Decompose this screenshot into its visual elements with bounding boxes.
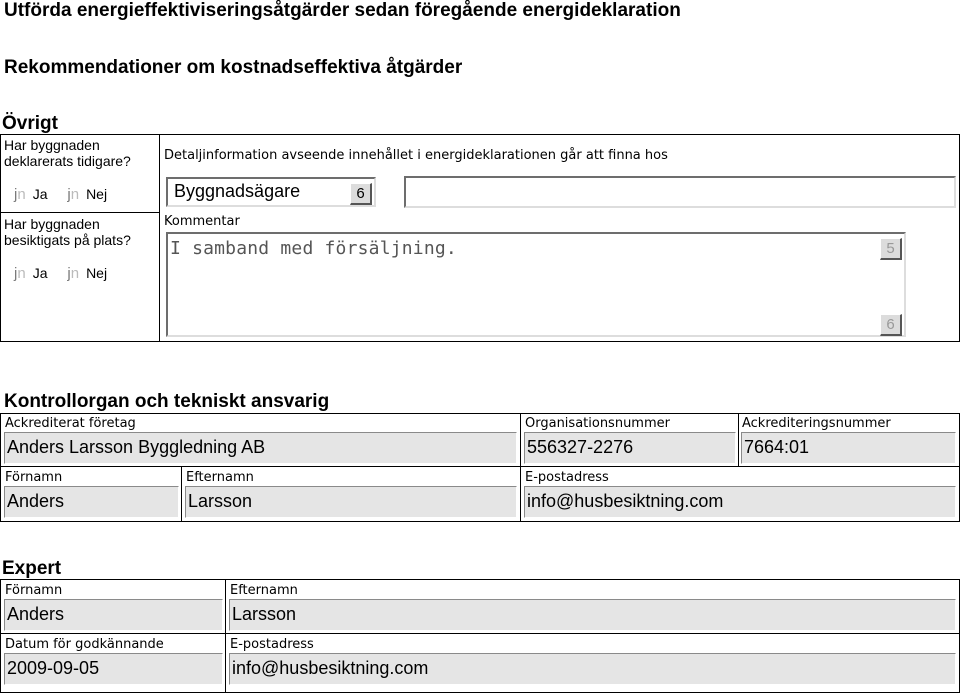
detaljinformation-select[interactable]	[166, 177, 376, 207]
ackrediteringsnummer-label: Ackrediteringsnummer	[742, 416, 891, 431]
heading-rekommendationer: Rekommendationer om kostnadseffektiva åtgärder	[4, 57, 463, 78]
expert-epost-value: info@husbesiktning.com	[232, 658, 429, 678]
radio-ja-besiktigats[interactable]: jn Ja	[14, 265, 48, 282]
expert-efternamn-label: Efternamn	[230, 583, 298, 598]
ackrediteringsnummer-value: 7664:01	[744, 437, 810, 457]
expert-epost-label: E-postadress	[230, 637, 314, 652]
expert-col-divider	[225, 579, 226, 693]
scroll-down-button[interactable]	[880, 314, 902, 336]
select-value: Byggnadsägare	[174, 181, 301, 201]
radio-label-nej: Nej	[86, 186, 108, 202]
radio-group-deklarerats	[14, 186, 107, 203]
ovrigt-question-divider	[0, 212, 160, 213]
ackrediteringsnummer-field	[741, 432, 956, 464]
question-besiktigats: Har byggnaden besiktigats på plats?	[4, 216, 131, 248]
ackrediterat-foretag-label: Ackrediterat företag	[5, 416, 136, 431]
expert-datum-value: 2009-09-05	[7, 658, 100, 678]
chevron-up-icon: 5	[886, 240, 895, 257]
radio-group-besiktigats	[14, 265, 107, 282]
heading-kontrollorgan: Kontrollorgan och tekniskt ansvarig	[4, 391, 330, 412]
radio-nej-besiktigats[interactable]: jn Nej	[67, 265, 108, 282]
organisationsnummer-value: 556327-2276	[527, 437, 634, 457]
kontroll-fornamn-value: Anders	[7, 491, 65, 511]
heading-utforda-atgarder: Utförda energieffektiviseringsåtgärder sedan föregående energideklaration	[4, 0, 681, 21]
expert-datum-field	[4, 653, 223, 685]
organisationsnummer-field	[524, 432, 736, 464]
kontroll-fornamn-field	[4, 486, 179, 518]
heading-expert: Expert	[2, 558, 62, 579]
kontroll-epost-label: E-postadress	[525, 470, 609, 485]
kontroll-efternamn-value: Larsson	[188, 491, 253, 511]
kontrollorgan-col-divider-1	[520, 413, 521, 522]
expert-datum-label: Datum för godkännande	[5, 637, 164, 652]
ovrigt-divider	[159, 134, 160, 342]
kommentar-label: Kommentar	[164, 214, 240, 229]
kontrollorgan-col-divider-3	[181, 466, 182, 522]
radio-label-ja: Ja	[32, 265, 48, 281]
kommentar-value: I samband med försäljning.	[170, 238, 457, 259]
kontroll-efternamn-label: Efternamn	[186, 470, 254, 485]
kontroll-epost-value: info@husbesiktning.com	[527, 491, 724, 511]
scroll-up-button[interactable]	[880, 238, 902, 260]
heading-ovrigt: Övrigt	[2, 113, 58, 134]
detaljinformation-label: Detaljinformation avseende innehållet i energideklarationen går att finna hos	[164, 148, 668, 163]
expert-fornamn-value: Anders	[7, 604, 65, 624]
expert-fornamn-field	[4, 599, 223, 631]
expert-fornamn-label: Förnamn	[5, 583, 63, 598]
ackrediterat-foretag-field	[4, 432, 517, 464]
chevron-down-icon: 6	[356, 185, 365, 202]
radio-ja-deklarerats[interactable]: jn Ja	[14, 186, 48, 203]
chevron-down-icon: 6	[886, 316, 895, 333]
kontroll-efternamn-field	[185, 486, 517, 518]
organisationsnummer-label: Organisationsnummer	[525, 416, 670, 431]
expert-efternamn-value: Larsson	[232, 604, 297, 624]
question-deklarerats-tidigare: Har byggnaden deklarerats tidigare?	[4, 137, 131, 169]
radio-nej-deklarerats[interactable]: jn Nej	[67, 186, 108, 203]
expert-row-divider	[0, 633, 960, 634]
kontroll-fornamn-label: Förnamn	[5, 470, 63, 485]
expert-epost-field	[229, 653, 956, 685]
kontroll-epost-field	[524, 486, 956, 518]
kontrollorgan-col-divider-2	[738, 413, 739, 467]
dropdown-button[interactable]	[350, 183, 372, 205]
kontrollorgan-row-divider	[0, 466, 960, 467]
kommentar-textarea[interactable]	[166, 232, 906, 337]
radio-label-ja: Ja	[32, 186, 48, 202]
detaljinformation-other-input[interactable]	[404, 176, 956, 208]
expert-efternamn-field	[229, 599, 956, 631]
radio-label-nej: Nej	[86, 265, 108, 281]
ackrediterat-foretag-value: Anders Larsson Byggledning AB	[7, 437, 266, 457]
